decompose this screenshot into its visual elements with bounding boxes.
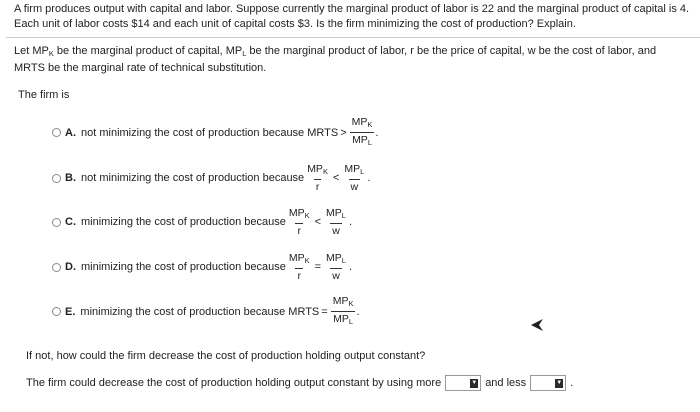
fraction-mpk-over-r (305, 163, 330, 193)
fraction-mpk-over-mpl (350, 116, 375, 149)
option-text: minimizing the cost of production because MRTS (80, 305, 320, 318)
subscript: K (367, 120, 373, 129)
fraction-mpk-over-mpl (331, 295, 356, 328)
radio-button-b[interactable] (52, 174, 61, 183)
triangle-down-icon[interactable]: ▼ (471, 379, 478, 386)
fraction-denominator: w (332, 225, 340, 237)
subscript: K (348, 299, 354, 308)
fraction-mpl-over-w (342, 163, 366, 193)
fraction-mpl-over-w (324, 252, 348, 282)
option-letter: A. (65, 126, 76, 139)
subscript: L (348, 317, 354, 326)
period: . (367, 172, 371, 184)
option-c[interactable] (52, 207, 352, 237)
definitions-mid2: be the marginal product of labor, r be the price of capital, w be the cost of labor, and MRTS be the marginal rate of technical substitution. (14, 45, 657, 74)
subscript: L (341, 256, 346, 265)
subscript: L (360, 167, 365, 176)
fraction-denominator: r (297, 270, 301, 282)
and-less-text: and less (485, 377, 527, 389)
fraction-denominator: r (315, 181, 320, 193)
relation-symbol: = (321, 305, 328, 318)
option-letter: E. (65, 305, 76, 318)
period: . (570, 377, 574, 389)
relation-symbol: < (332, 172, 340, 184)
option-text: minimizing the cost of production because (81, 216, 286, 228)
fraction-numerator: MP (344, 163, 361, 175)
subscript: L (367, 138, 372, 147)
definitions-mid1: be the marginal product of capital, MP (53, 45, 243, 57)
radio-button-a[interactable] (52, 128, 61, 137)
triangle-down-icon[interactable]: ▼ (556, 379, 563, 386)
option-b[interactable] (52, 163, 370, 193)
option-text: not minimizing the cost of production because MRTS (81, 126, 339, 139)
fraction-numerator: MP (351, 116, 368, 128)
fraction-numerator: MP (307, 163, 323, 175)
option-letter: D. (65, 261, 76, 273)
fraction-denominator: w (350, 181, 359, 193)
period: . (375, 126, 379, 139)
relation-symbol: > (340, 126, 347, 139)
question-prompt: The firm is (18, 89, 70, 101)
option-a[interactable] (52, 116, 378, 149)
fraction-denominator: w (332, 270, 340, 282)
option-text: not minimizing the cost of production because (81, 172, 305, 184)
fraction-denominator: MP (352, 134, 368, 146)
fraction-numerator: MP (326, 252, 342, 264)
subscript: K (322, 167, 328, 176)
definitions-text (14, 44, 690, 76)
subscript-l: L (242, 49, 247, 58)
fraction-mpl-over-w (324, 207, 348, 237)
fraction-numerator: MP (288, 252, 305, 264)
relation-symbol: < (314, 216, 322, 228)
fraction-numerator: MP (326, 207, 342, 219)
option-d[interactable] (52, 252, 352, 282)
problem-statement: A firm produces output with capital and labor. Suppose currently the marginal product of labor is 22 and the marginal product of capital is 4. Each unit of labor costs $14 and each unit of capital costs $3. Is the firm minimizing the cost of production? Explain. (14, 3, 690, 30)
followup-question: If not, how could the firm decrease the cost of production holding output constant? (26, 350, 426, 362)
subscript: K (304, 211, 310, 220)
period: . (348, 261, 353, 273)
definitions-lead: Let MP (14, 45, 49, 57)
option-e[interactable] (52, 295, 360, 328)
radio-button-d[interactable] (52, 263, 61, 272)
radio-button-e[interactable] (52, 307, 61, 316)
option-letter: B. (65, 172, 76, 184)
fraction-denominator: r (297, 225, 301, 237)
fraction-numerator: MP (332, 295, 349, 307)
followup-answer-line (26, 375, 573, 391)
less-input-dropdown[interactable] (530, 375, 566, 391)
subscript: L (341, 211, 346, 220)
more-input-dropdown[interactable] (445, 375, 481, 391)
fraction-numerator: MP (288, 207, 305, 219)
fraction-mpk-over-r (287, 207, 312, 237)
answer-prefix: The firm could decrease the cost of production holding output constant by using more (26, 377, 442, 389)
option-text: minimizing the cost of production because (81, 261, 286, 273)
option-letter: C. (65, 216, 76, 228)
fraction-mpk-over-r (287, 252, 312, 282)
relation-symbol: = (314, 261, 322, 273)
radio-button-c[interactable] (52, 218, 61, 227)
subscript: K (304, 256, 310, 265)
mouse-pointer-icon (530, 318, 544, 332)
subscript-k: K (48, 49, 54, 58)
period: . (348, 216, 353, 228)
period: . (356, 305, 360, 318)
fraction-denominator: MP (333, 313, 349, 325)
